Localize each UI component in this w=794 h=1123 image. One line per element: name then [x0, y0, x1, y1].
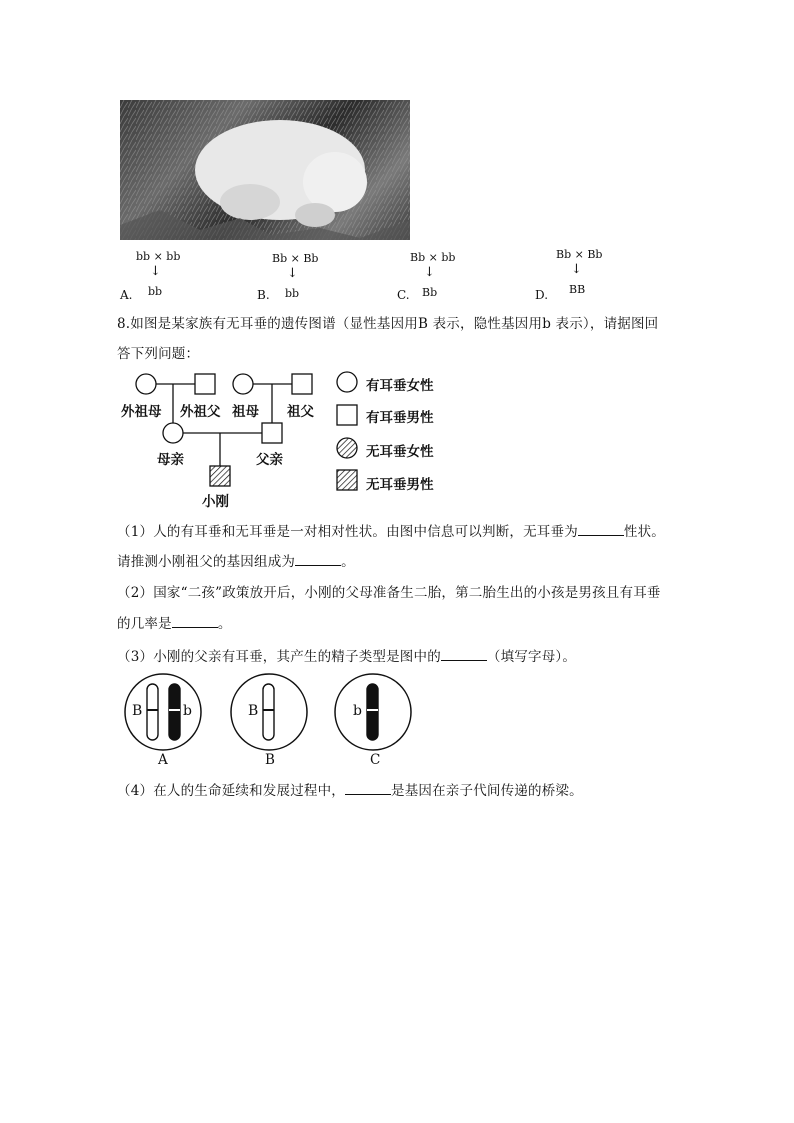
label-xiaogang: 小刚	[202, 494, 229, 510]
zumu-symbol	[233, 374, 253, 394]
q3-text-a: （3）小刚的父亲有耳垂，其产生的精子类型是图中的	[117, 649, 441, 665]
q2-line2	[117, 612, 232, 632]
legend-symbols	[336, 371, 360, 493]
cell-c-diagram	[333, 672, 413, 752]
label-zumu: 祖母	[232, 404, 259, 420]
option-c-arrow: ↓	[424, 265, 435, 280]
q4-text-b: 是基因在亲子代间传递的桥梁。	[391, 783, 583, 799]
waizumu-symbol	[136, 374, 156, 394]
cell-b-label: B	[265, 752, 276, 768]
option-d-letter: D.	[535, 288, 549, 302]
option-c-cross: Bb × bb	[410, 251, 456, 264]
option-c-result: Bb	[422, 286, 438, 299]
label-fuqin: 父亲	[256, 452, 283, 468]
option-a-cross: bb × bb	[136, 250, 181, 263]
option-a-arrow: ↓	[150, 264, 161, 279]
cell-a-label: A	[158, 752, 168, 768]
option-d-cross: Bb × Bb	[556, 248, 603, 261]
pedigree-chart	[115, 368, 330, 488]
option-c-letter: C.	[397, 288, 410, 302]
legend-female-earlobe-icon	[337, 372, 357, 392]
option-d-arrow: ↓	[571, 262, 582, 277]
option-b-cross: Bb × Bb	[272, 252, 319, 265]
legend-label-4: 无耳垂男性	[366, 477, 434, 493]
q3-line	[117, 645, 576, 665]
label-zufu: 祖父	[287, 404, 314, 420]
legend-female-noearlobe-icon	[337, 438, 357, 458]
label-waizufu: 外祖父	[180, 404, 221, 420]
q1-text-b: 性状。	[623, 524, 665, 540]
question-stem-line2: 答下列问题：	[117, 346, 200, 362]
legend-male-noearlobe-icon	[337, 470, 357, 490]
waizufu-symbol	[195, 374, 215, 394]
label-waizumu: 外祖母	[121, 404, 162, 420]
option-b-result: bb	[285, 287, 300, 300]
q4-blank[interactable]	[345, 782, 391, 795]
option-b-letter: B.	[257, 288, 270, 302]
cell-a-gene-1: B	[132, 703, 143, 719]
q1-line2	[117, 550, 355, 570]
q3-text-b: （填写字母）。	[486, 649, 577, 665]
option-a-result: bb	[148, 285, 163, 298]
legend-label-2: 有耳垂男性	[366, 410, 434, 426]
q1-text-d: 。	[341, 554, 355, 570]
legend-label-3: 无耳垂女性	[366, 444, 434, 460]
xiaogang-symbol	[210, 466, 230, 486]
q2-text-c: 。	[217, 616, 232, 632]
cell-c-label: C	[370, 752, 381, 768]
q4-line	[117, 779, 583, 799]
zufu-symbol	[292, 374, 312, 394]
option-d-result: BB	[569, 283, 586, 296]
q3-blank[interactable]	[441, 648, 487, 661]
cell-b-gene: B	[248, 703, 259, 719]
fuqin-symbol	[262, 423, 282, 443]
legend-label-1: 有耳垂女性	[366, 378, 434, 394]
q1-blank-1[interactable]	[578, 523, 624, 536]
q1-blank-2[interactable]	[295, 553, 341, 566]
q1-line1	[117, 520, 665, 540]
option-a-letter: A.	[120, 288, 133, 302]
cell-c-gene: b	[353, 703, 362, 719]
legend-male-earlobe-icon	[337, 405, 357, 425]
q2-blank[interactable]	[172, 615, 218, 628]
panda-photo-image	[120, 100, 410, 240]
cell-b-diagram	[229, 672, 309, 752]
question-stem-line1: 8.如图是某家族有无耳垂的遗传图谱（显性基因用B 表示，隐性基因用b 表示），请据图回	[117, 316, 659, 332]
q1-text-a: （1）人的有耳垂和无耳垂是一对相对性状。由图中信息可以判断，无耳垂为	[117, 524, 578, 540]
q4-text-a: （4）在人的生命延续和发展过程中，	[117, 783, 345, 799]
q2-text-b: 的几率是	[117, 616, 172, 632]
q1-text-c: 请推测小刚祖父的基因组成为	[117, 554, 296, 570]
label-muqin: 母亲	[157, 452, 184, 468]
q2-line1: （2）国家“二孩”政策放开后，小刚的父母准备生二胎，第二胎生出的小孩是男孩且有耳垂	[117, 585, 661, 601]
muqin-symbol	[163, 423, 183, 443]
cell-a-gene-2: b	[183, 703, 192, 719]
option-b-arrow: ↓	[287, 266, 298, 281]
panda-photo	[120, 100, 410, 240]
